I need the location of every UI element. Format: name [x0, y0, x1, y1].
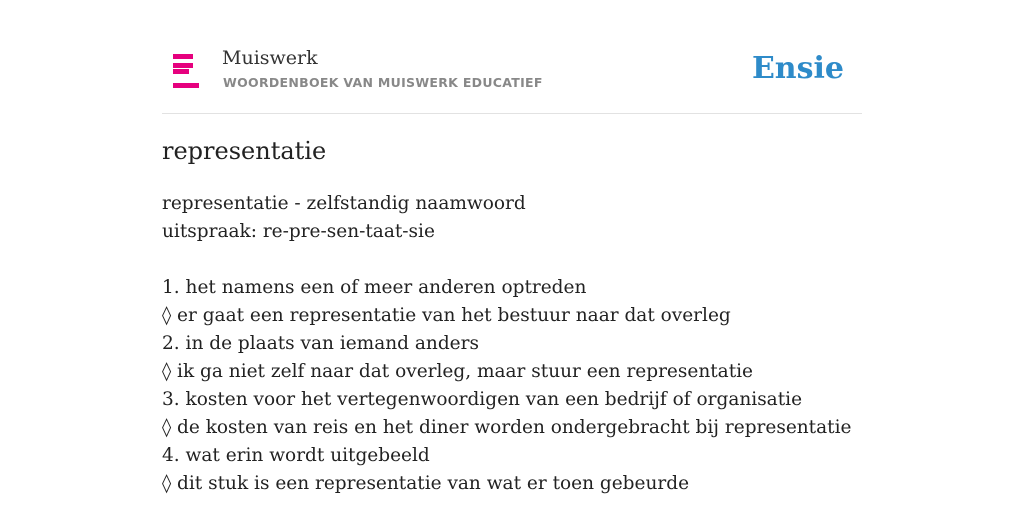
ensie-logo[interactable]: Ensie — [751, 51, 844, 86]
muiswerk-logo-icon[interactable] — [173, 54, 199, 88]
logo-bar-upper — [173, 63, 193, 68]
sense-example: ◊ ik ga niet zelf naar dat overleg, maar stuur een representatie — [162, 361, 753, 382]
logo-bar-top — [173, 54, 193, 59]
spacer — [162, 246, 862, 274]
brand-title[interactable]: Muiswerk — [222, 47, 318, 69]
entry-headline: representatie - zelfstandig naamwoord — [162, 193, 526, 214]
logo-bar-bottom — [173, 83, 199, 88]
sense-definition: 1. het namens een of meer anderen optreden — [162, 277, 587, 298]
sense-definition: 4. wat erin wordt uitgebeeld — [162, 445, 430, 466]
sense-example: ◊ dit stuk is een representatie van wat er toen gebeurde — [162, 473, 690, 494]
entry-pronunciation: uitspraak: re-pre-sen-taat-sie — [162, 221, 435, 242]
page-title: representatie — [162, 137, 327, 165]
brand-subtitle: WOORDENBOEK VAN MUISWERK EDUCATIEF — [223, 75, 543, 90]
dictionary-entry — [162, 190, 862, 498]
sense-example: ◊ de kosten van reis en het diner worden ondergebracht bij representatie — [162, 417, 852, 438]
logo-bar-middle — [173, 69, 189, 74]
sense-definition: 3. kosten voor het vertegenwoordigen van een bedrijf of organisatie — [162, 389, 803, 410]
sense-definition: 2. in de plaats van iemand anders — [162, 333, 479, 354]
sense-example: ◊ er gaat een representatie van het bestuur naar dat overleg — [162, 305, 731, 326]
header — [162, 40, 862, 114]
